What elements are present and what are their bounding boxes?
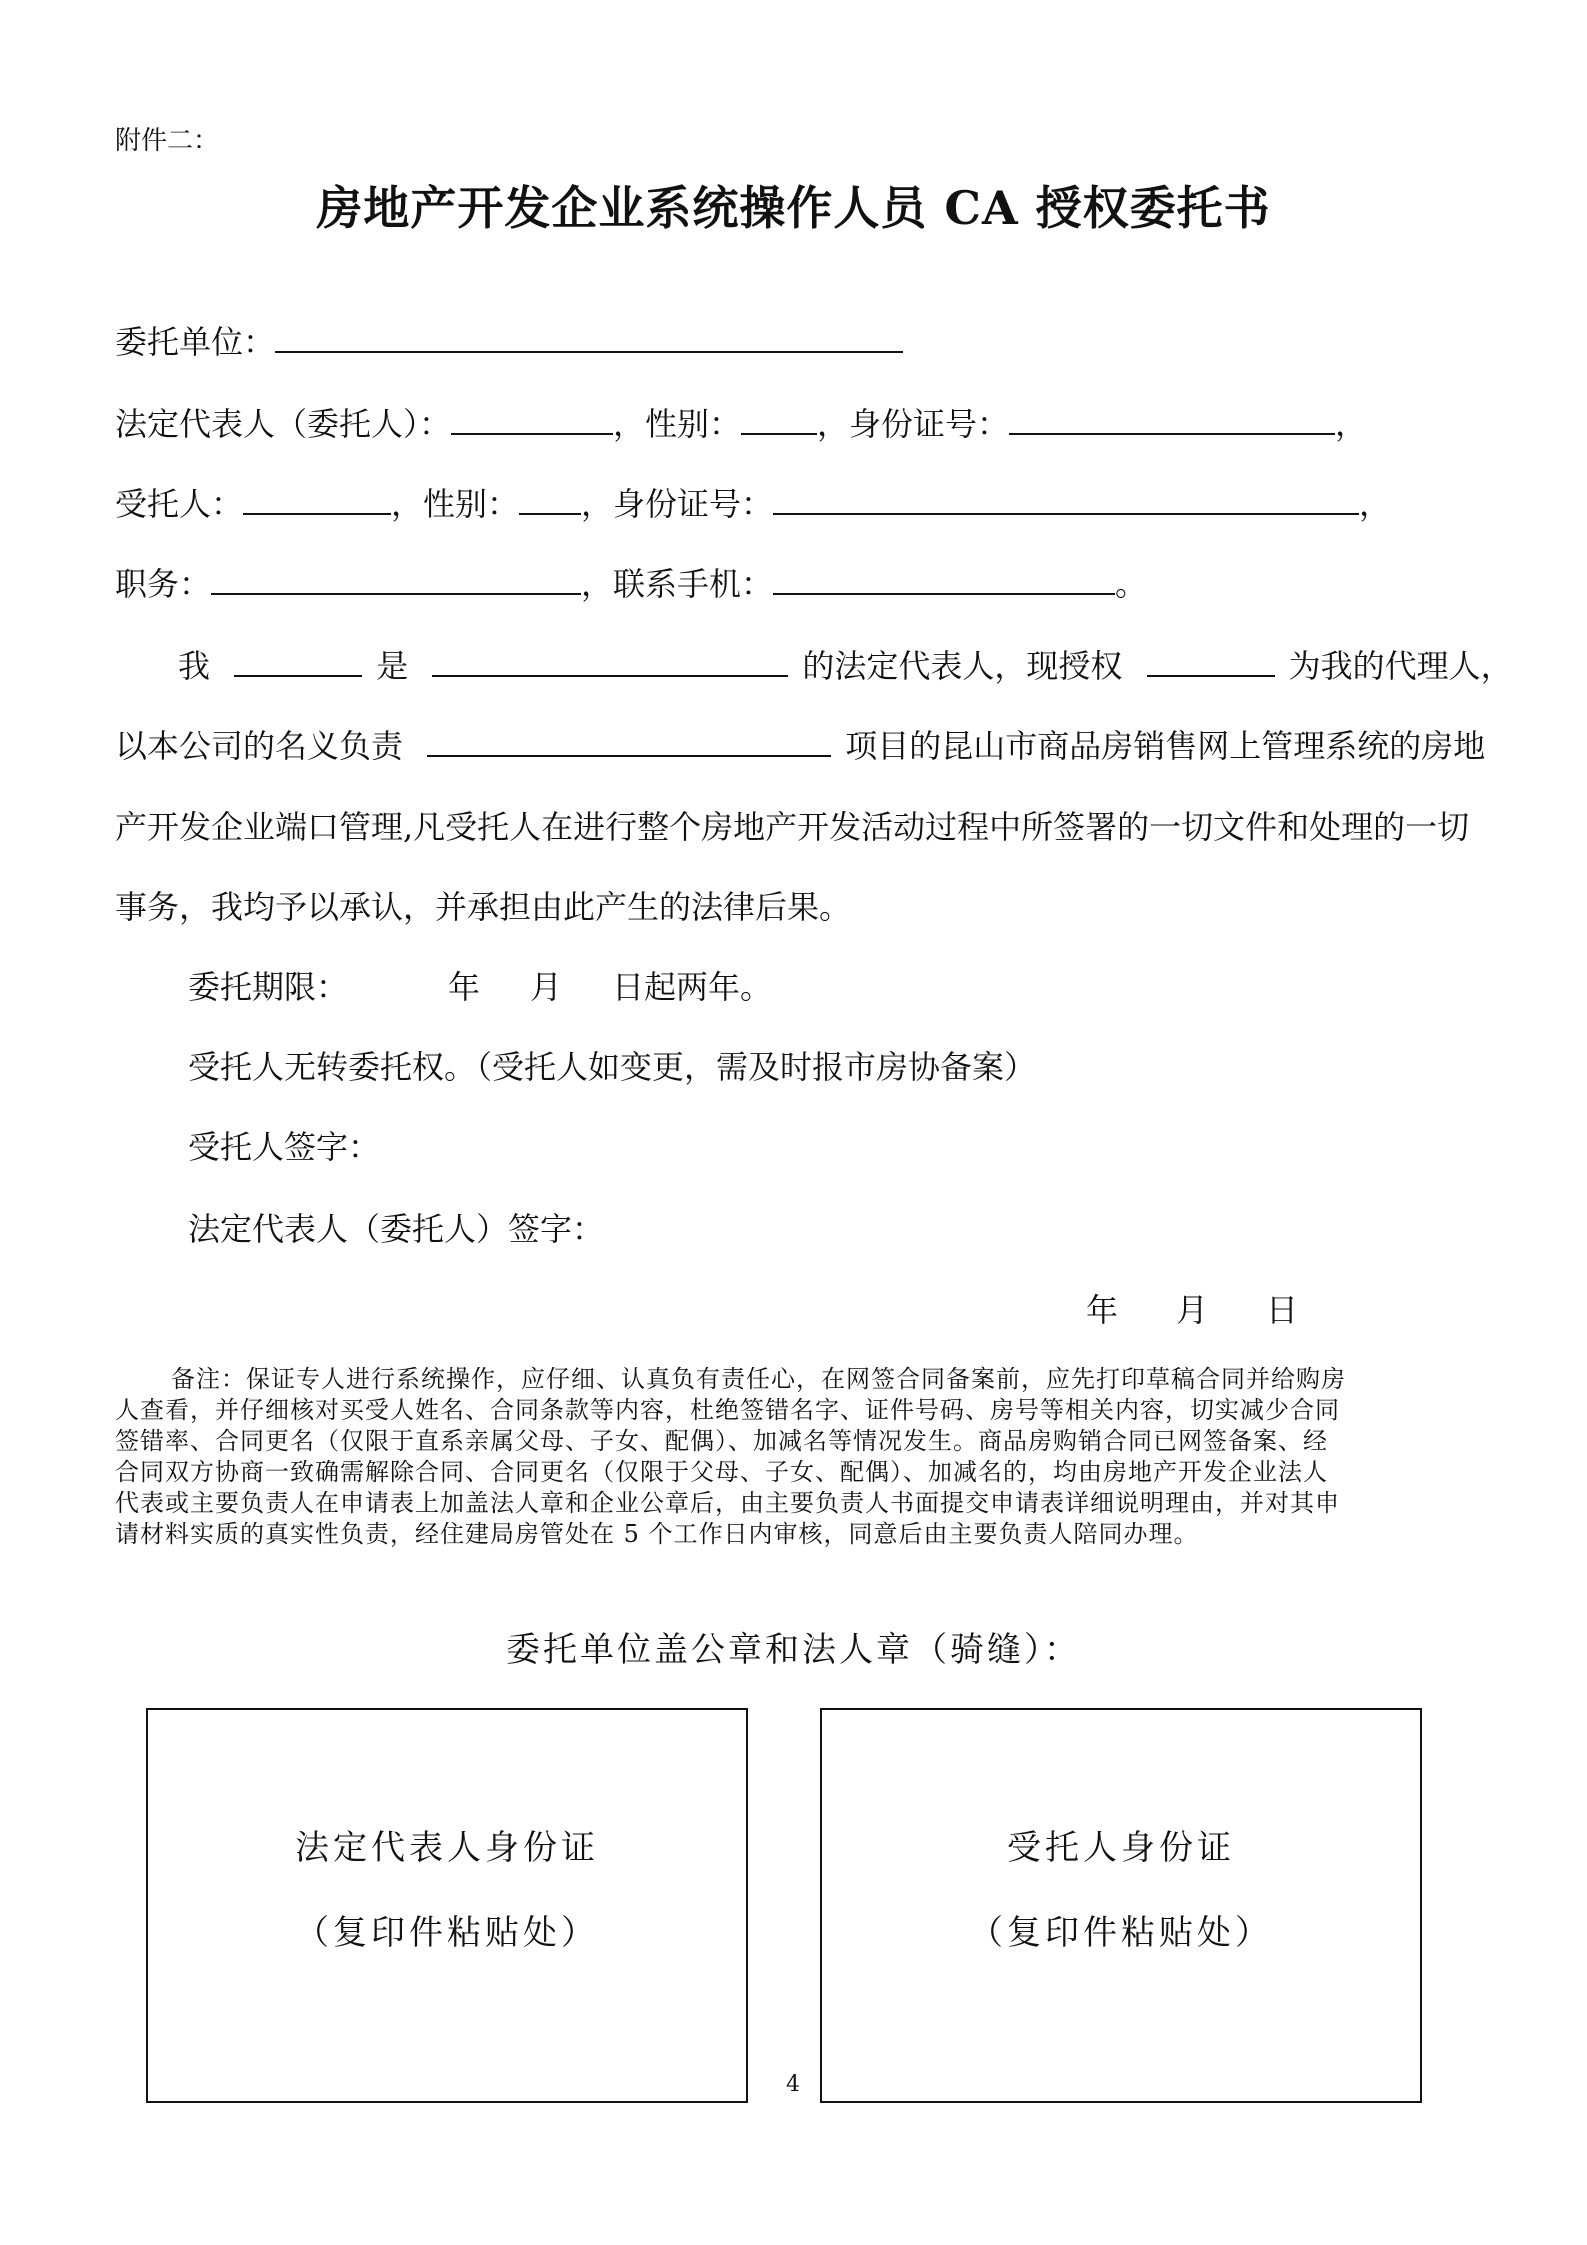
no-delegate-text: 受托人无转委托权。（受托人如变更，需及时报市房协备案） xyxy=(188,1048,1037,1086)
agent-id-box-note: （复印件粘贴处） xyxy=(969,1913,1273,1953)
field-row-legal-rep xyxy=(115,392,1485,456)
seal-heading: 委托单位盖公章和法人章（骑缝）： xyxy=(506,1630,1081,1670)
body-line-4: 事务，我均予以承认，并承担由此产生的法律后果。 xyxy=(115,888,852,926)
agent-gender-blank[interactable] xyxy=(519,473,581,515)
date-month: 月 xyxy=(1176,1291,1209,1329)
agent-row-end: ， xyxy=(1359,485,1392,523)
position-label: 职务： xyxy=(115,565,212,603)
note-line: 请材料实质的真实性负责，经住建局房管处在 5 个工作日内审核，同意后由主要负责人陪同办理。 xyxy=(115,1520,1199,1548)
note-line: 签错率、合同更名（仅限于直系亲属父母、子女、配偶）、加减名等情况发生。商品房购销合同已网签备案、经 xyxy=(115,1427,1328,1455)
field-row-entrusting-unit xyxy=(115,310,1485,374)
agent-id-paste-box xyxy=(820,1708,1422,2103)
legal-rep-id-box-title: 法定代表人身份证 xyxy=(295,1828,599,1868)
note-line: 合同双方协商一致确需解除合同、合同更名（仅限于父母、子女、配偶）、加减名的，均由房地产开发企业法人 xyxy=(115,1458,1328,1486)
legal-rep-row-end: ， xyxy=(1335,405,1368,443)
field-row-position xyxy=(115,552,1485,616)
term-label: 委托期限： xyxy=(188,968,349,1006)
body-name-blank[interactable] xyxy=(234,635,362,677)
legal-rep-id-paste-box xyxy=(146,1708,748,2103)
position-blank[interactable] xyxy=(211,553,581,595)
term-day: 日起两年。 xyxy=(612,968,773,1006)
body-legal-rep-text: 的法定代表人，现授权 xyxy=(802,647,1123,685)
mobile-blank[interactable] xyxy=(773,553,1115,595)
field-row-agent xyxy=(115,472,1485,536)
note-line: 人查看，并仔细核对买受人姓名、合同条款等内容，杜绝签错名字、证件号码、房号等相关内容，切实减少合同 xyxy=(115,1396,1340,1424)
rep-signature-label: 法定代表人（委托人）签字： xyxy=(188,1210,605,1248)
agent-signature-label: 受托人签字： xyxy=(188,1128,381,1166)
body-project-text: 项目的昆山市商品房销售网上管理系统的房地 xyxy=(845,727,1486,765)
legal-rep-id-label: ，身份证号： xyxy=(817,405,1010,443)
body-company-name-text: 以本公司的名义负责 xyxy=(115,727,404,765)
body-line-2 xyxy=(115,714,1485,778)
mobile-label: ，联系手机： xyxy=(581,565,774,603)
term-year: 年 xyxy=(448,968,481,1006)
body-project-blank[interactable] xyxy=(427,715,831,757)
agent-id-blank[interactable] xyxy=(773,473,1359,515)
legal-rep-name-blank[interactable] xyxy=(451,393,613,435)
body-agent-text: 为我的代理人， xyxy=(1288,647,1513,685)
body-i: 我 xyxy=(178,647,211,685)
date-year: 年 xyxy=(1086,1291,1119,1329)
note-line: 代表或主要负责人在申请表上加盖法人章和企业公章后，由主要负责人书面提交申请表详细说明理由，并对其申 xyxy=(115,1489,1340,1517)
legal-rep-id-box-note: （复印件粘贴处） xyxy=(295,1913,599,1953)
legal-rep-gender-label: ，性别： xyxy=(613,405,742,443)
body-line-1 xyxy=(178,634,1548,698)
page-number: 4 xyxy=(786,2072,800,2097)
body-line-3: 产开发企业端口管理,凡受托人在进行整个房地产开发活动过程中所签署的一切文件和处理的一切 xyxy=(115,808,1470,846)
term-month: 月 xyxy=(530,968,563,1006)
entrusting-unit-label: 委托单位： xyxy=(115,323,276,361)
document-title: 房地产开发企业系统操作人员 CA 授权委托书 xyxy=(316,181,1271,235)
position-row-end: 。 xyxy=(1115,565,1148,603)
signature-date xyxy=(1086,1278,1386,1342)
agent-label: 受托人： xyxy=(115,485,244,523)
body-is: 是 xyxy=(376,647,409,685)
term-row xyxy=(188,955,1558,1019)
legal-rep-label: 法定代表人（委托人）： xyxy=(115,405,452,443)
agent-id-box-title: 受托人身份证 xyxy=(1007,1828,1235,1868)
entrusting-unit-blank[interactable] xyxy=(275,311,903,353)
body-company-blank[interactable] xyxy=(432,635,788,677)
legal-rep-id-blank[interactable] xyxy=(1009,393,1335,435)
agent-gender-label: ，性别： xyxy=(391,485,520,523)
remarks-note xyxy=(115,1364,1485,1550)
agent-id-label: ，身份证号： xyxy=(581,485,774,523)
legal-rep-gender-blank[interactable] xyxy=(741,393,817,435)
date-day: 日 xyxy=(1266,1291,1299,1329)
attachment-label: 附件二： xyxy=(115,126,220,156)
body-agent-blank[interactable] xyxy=(1147,635,1275,677)
agent-name-blank[interactable] xyxy=(243,473,391,515)
note-line: 备注：保证专人进行系统操作，应仔细、认真负有责任心，在网签合同备案前，应先打印草稿合同并给购房 xyxy=(171,1365,1346,1393)
